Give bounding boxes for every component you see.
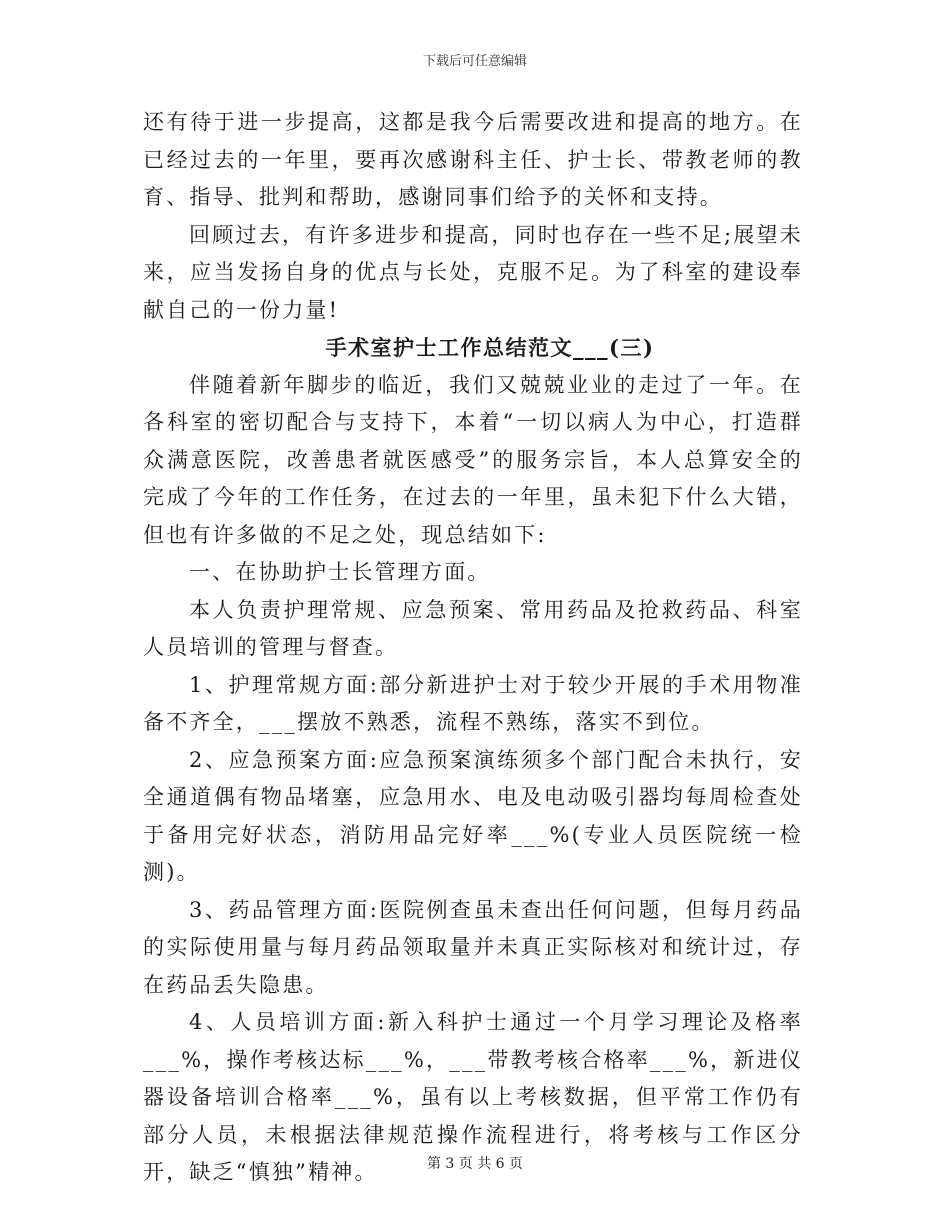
section-title: 手术室护士工作总结范文___(三) (325, 335, 655, 360)
paragraph-review: 回顾过去，有许多进步和提高，同时也存在一些不足;展望未来，应当发扬自身的优点与长处，克服不足。为了科室的建设奉献自己的一份力量! (143, 222, 803, 322)
paragraph-item-2: 2、应急预案方面:应急预案演练须多个部门配合未执行，安全通道偶有物品堵塞，应急用水、电及电动吸引器均每周检查处于备用完好状态，消防用品完好率___%(专业人员医院统一检测)。 (143, 747, 803, 884)
page-number: 第 3 页 共 6 页 (426, 1156, 524, 1172)
page-header-note: 下载后可任意编辑 (422, 54, 527, 69)
paragraph-intro: 伴随着新年脚步的临近，我们又兢兢业业的走过了一年。在各科室的密切配合与支持下，本着“一切以病人为中心，打造群众满意医院，改善患者就医感受”的服务宗旨，本人总算安全的完成了今年的工作任务，在过去的一年里，虽未犯下什么大错，但也有许多做的不足之处，现总结如下: (143, 372, 803, 547)
paragraph-item-1: 1、护理常规方面:部分新进护士对于较少开展的手术用物准备不齐全，___摆放不熟悉，流程不熟练，落实不到位。 (143, 672, 803, 734)
paragraph-item-4: 4、人员培训方面:新入科护士通过一个月学习理论及格率___%，操作考核达标___%，___带教考核合格率___%，新进仪器设备培训合格率___%，虽有以上考核数据，但平常工作仍有部分人员，未根据法律规范操作流程进行，将考核与工作区分开，缺乏“慎独”精神。 (143, 1010, 803, 1184)
paragraph-item-3: 3、药品管理方面:医院例查虽未查出任何问题，但每月药品的实际使用量与每月药品领取量并未真正实际核对和统计过，存在药品丢失隐患。 (143, 897, 803, 997)
paragraph-responsibilities: 本人负责护理常规、应急预案、常用药品及抢救药品、科室人员培训的管理与督查。 (143, 597, 803, 659)
document-body (143, 104, 803, 1192)
paragraph-heading-one: 一、在协助护士长管理方面。 (189, 560, 491, 584)
paragraph-continuation: 还有待于进一步提高，这都是我今后需要改进和提高的地方。在已经过去的一年里，要再次感谢科主任、护士长、带教老师的教育、指导、批判和帮助，感谢同事们给予的关怀和支持。 (143, 110, 803, 209)
